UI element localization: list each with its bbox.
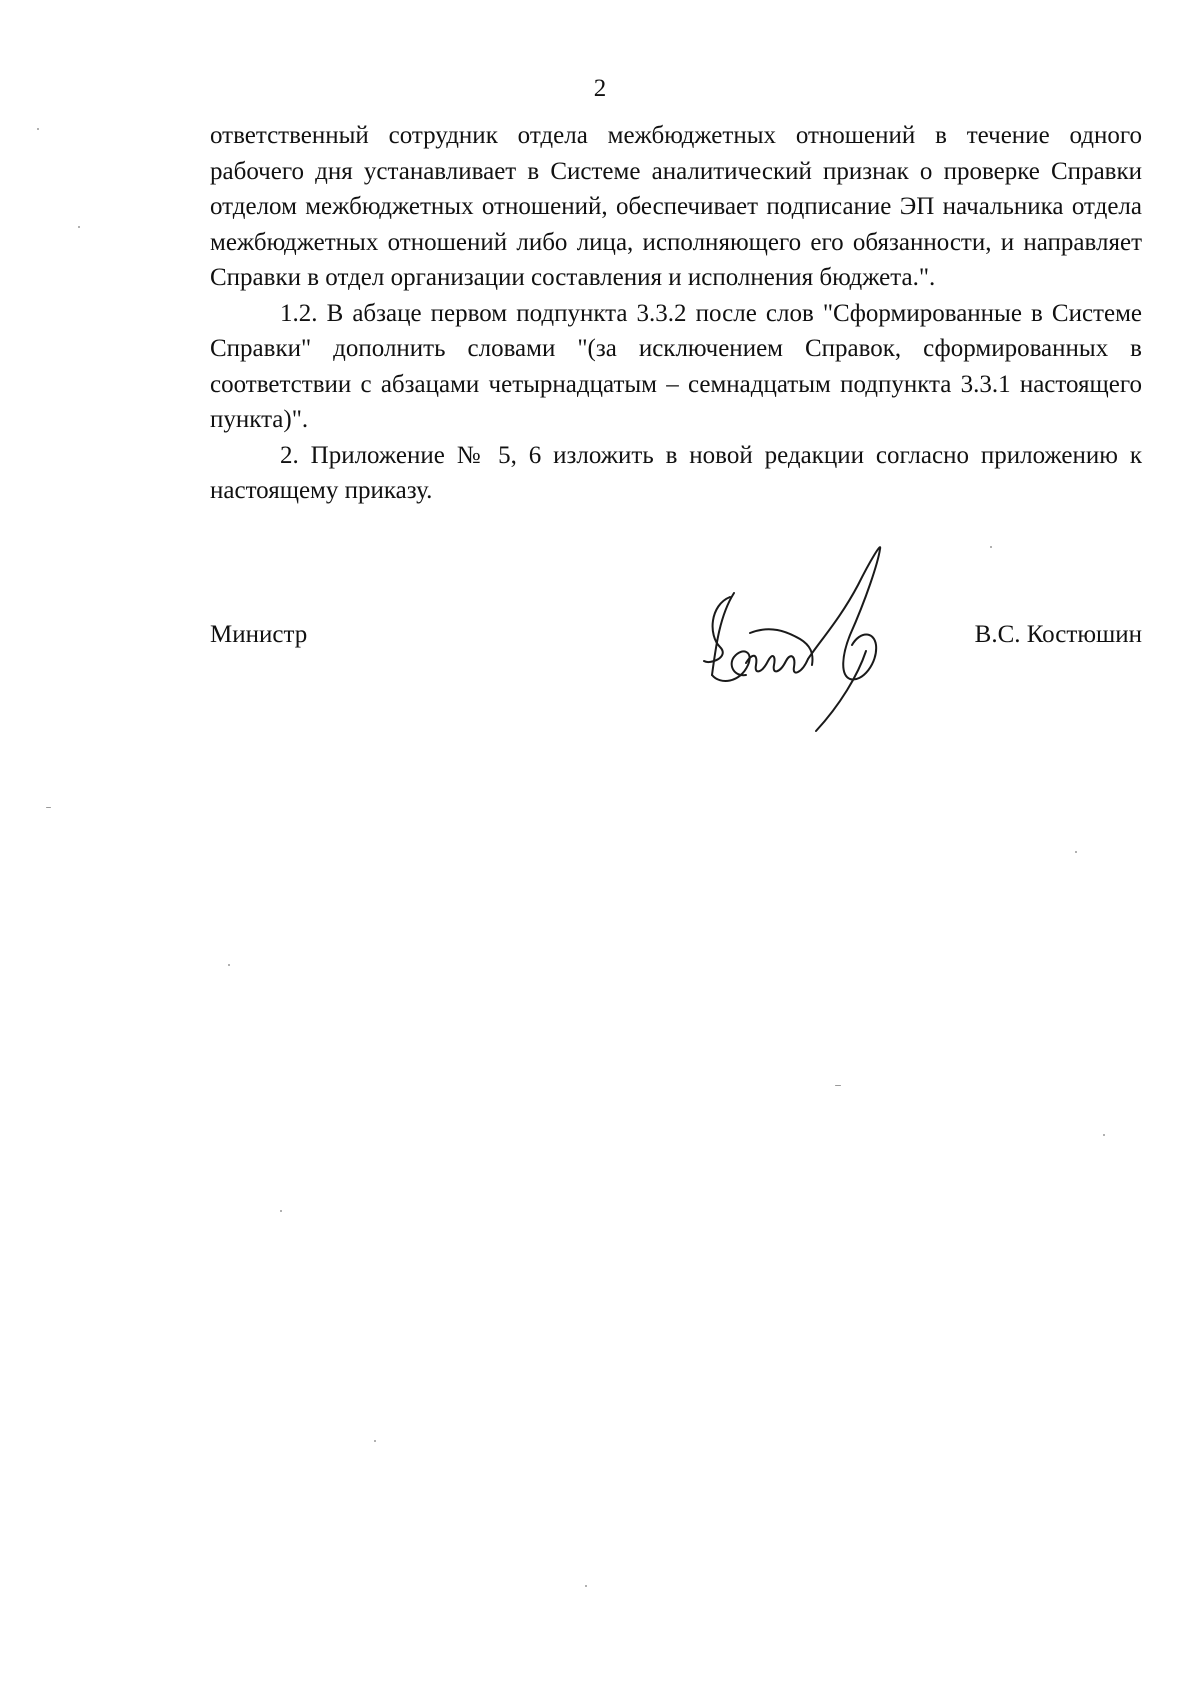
- paragraph-continuation: ответственный сотрудник отдела межбюджетных отношений в течение одного рабочего дня устанавливает в Системе аналитический признак о проверке Справки отделом межбюджетных отношений, обеспечивает подписание ЭП начальника отдела межбюджетных отношений либо лица, исполняющего его обязанности, и направляет Справки в отдел организации составления и исполнения бюджета.".: [210, 122, 1142, 291]
- signature-block: [0, 600, 1200, 740]
- scan-speck: [46, 807, 51, 808]
- scan-speck: [374, 1440, 376, 1442]
- scan-speck: [585, 1585, 587, 1587]
- scan-speck: [78, 226, 80, 228]
- scan-speck: [228, 964, 230, 966]
- scan-speck: [280, 1210, 282, 1212]
- scan-speck: [37, 128, 39, 130]
- handwritten-signature: [690, 535, 930, 735]
- paragraph-item-1-2: 1.2. В абзаце первом подпункта 3.3.2 после слов "Сформированные в Системе Справки" дополнить словами "(за исключением Справок, сформированных в соответствии с абзацами четырнадцатым – семнадцатым подпункта 3.3.1 настоящего пункта)".: [210, 299, 1142, 433]
- signer-name: В.С. Костюшин: [974, 621, 1142, 648]
- scan-speck: [835, 1085, 841, 1086]
- page-number: 2: [593, 75, 607, 102]
- scan-speck: [1103, 1134, 1105, 1136]
- document-body: [210, 118, 1142, 509]
- paragraph-item-2: 2. Приложение № 5, 6 изложить в новой редакции согласно приложению к настоящему приказу.: [210, 441, 1142, 504]
- scan-speck: [1075, 851, 1077, 853]
- scan-speck: [990, 546, 992, 548]
- position-title: Министр: [210, 621, 308, 648]
